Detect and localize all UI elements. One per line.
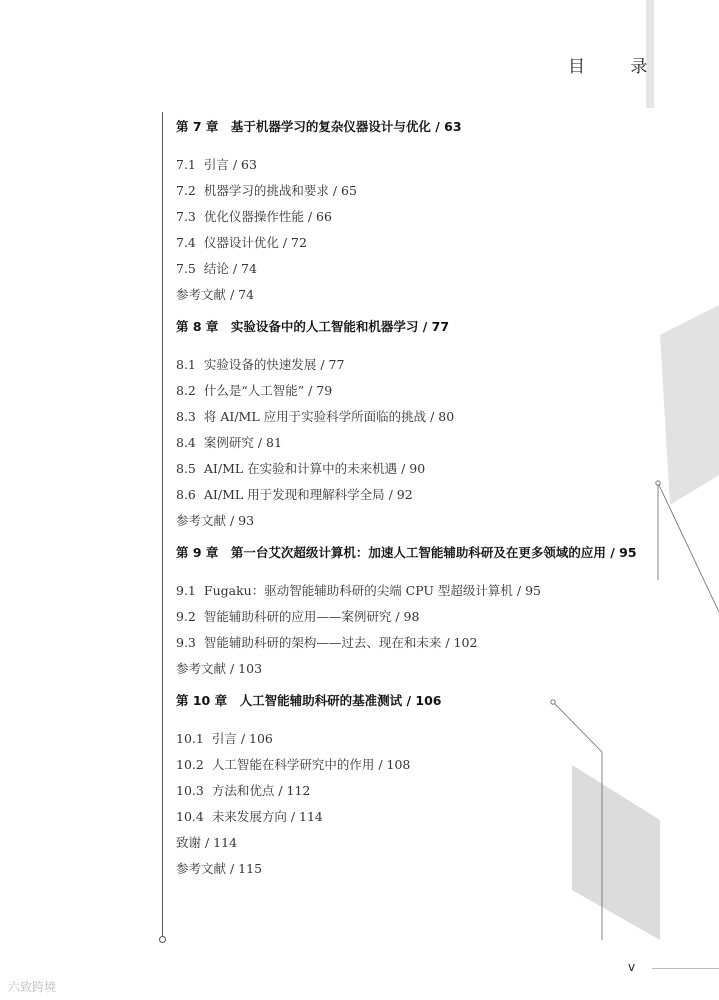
- section-number: 8.5: [176, 461, 196, 476]
- toc-entry[interactable]: [176, 804, 656, 830]
- section-number: 10.4: [176, 809, 204, 824]
- spacer: [176, 140, 656, 152]
- page-number: v: [628, 960, 636, 974]
- section-title: 优化仪器操作性能 / 66: [203, 209, 332, 224]
- toc-entry[interactable]: [176, 604, 656, 630]
- chapter-heading[interactable]: 第 7 章 基于机器学习的复杂仪器设计与优化 / 63: [176, 119, 462, 134]
- section-number: 7.4: [176, 235, 196, 250]
- toc-entry[interactable]: [176, 630, 656, 656]
- toc-entry-tail[interactable]: 参考文献 / 93: [176, 513, 255, 528]
- spacer: [176, 714, 656, 726]
- toc-entry[interactable]: [176, 230, 656, 256]
- section-title: 人工智能在科学研究中的作用 / 108: [211, 757, 411, 772]
- section-title: 未来发展方向 / 114: [211, 809, 323, 824]
- section-number: 9.3: [176, 635, 196, 650]
- section-number: 9.2: [176, 609, 196, 624]
- section-title: 引言 / 63: [203, 157, 257, 172]
- spacer: [176, 340, 656, 352]
- section-title: 实验设备的快速发展 / 77: [203, 357, 345, 372]
- toc-entry[interactable]: [176, 152, 656, 178]
- section-number: 8.4: [176, 435, 196, 450]
- toc-entry[interactable]: [176, 352, 656, 378]
- toc-entry[interactable]: [176, 752, 656, 778]
- section-title: 智能辅助科研的架构——过去、现在和未来 / 102: [203, 635, 478, 650]
- toc-entry[interactable]: [176, 204, 656, 230]
- chapter-heading[interactable]: 第 9 章 第一台艾次超级计算机：加速人工智能辅助科研及在更多领域的应用 / 95: [176, 545, 637, 560]
- watermark: 六致跨境: [8, 980, 57, 994]
- section-title: 将 AI/ML 应用于实验科学所面临的挑战 / 80: [203, 409, 455, 424]
- section-title: AI/ML 在实验和计算中的未来机遇 / 90: [203, 461, 426, 476]
- toc-entry-tail[interactable]: 参考文献 / 74: [176, 287, 255, 302]
- spacer: [176, 566, 656, 578]
- footer-rule: [652, 968, 719, 969]
- section-title: 方法和优点 / 112: [211, 783, 311, 798]
- toc-entry[interactable]: [176, 726, 656, 752]
- section-number: 10.2: [176, 757, 204, 772]
- section-title: 案例研究 / 81: [203, 435, 282, 450]
- toc-entry[interactable]: [176, 456, 656, 482]
- section-title: 引言 / 106: [211, 731, 273, 746]
- section-title: Fugaku：驱动智能辅助科研的尖端 CPU 型超级计算机 / 95: [203, 583, 541, 598]
- section-title: 结论 / 74: [203, 261, 257, 276]
- section-number: 8.6: [176, 487, 196, 502]
- section-number: 10.3: [176, 783, 204, 798]
- toc-entry[interactable]: [176, 378, 656, 404]
- page-title: 目 录: [568, 57, 668, 77]
- section-title: AI/ML 用于发现和理解科学全局 / 92: [203, 487, 413, 502]
- toc-entry[interactable]: [176, 256, 656, 282]
- left-rule-dot: [159, 936, 166, 943]
- section-title: 机器学习的挑战和要求 / 65: [203, 183, 357, 198]
- section-number: 7.1: [176, 157, 196, 172]
- section-number: 10.1: [176, 731, 204, 746]
- toc-entry[interactable]: [176, 778, 656, 804]
- section-title: 什么是“人工智能” / 79: [203, 383, 333, 398]
- section-title: 仪器设计优化 / 72: [203, 235, 307, 250]
- section-number: 8.2: [176, 383, 196, 398]
- chapter-heading[interactable]: 第 8 章 实验设备中的人工智能和机器学习 / 77: [176, 319, 450, 334]
- chapter-heading[interactable]: 第 10 章 人工智能辅助科研的基准测试 / 106: [176, 693, 442, 708]
- toc-entry-tail[interactable]: 参考文献 / 103: [176, 661, 263, 676]
- toc-entry[interactable]: [176, 430, 656, 456]
- dot-upper: [656, 481, 660, 485]
- section-number: 9.1: [176, 583, 196, 598]
- gray-triangle-upper: [660, 305, 719, 505]
- section-number: 7.3: [176, 209, 196, 224]
- toc-entry[interactable]: [176, 178, 656, 204]
- toc-entry-tail[interactable]: 致谢 / 114: [176, 835, 238, 850]
- toc-entry[interactable]: [176, 482, 656, 508]
- section-number: 8.1: [176, 357, 196, 372]
- toc-entry-tail[interactable]: 参考文献 / 115: [176, 861, 263, 876]
- section-number: 7.5: [176, 261, 196, 276]
- section-number: 8.3: [176, 409, 196, 424]
- toc-entry[interactable]: [176, 404, 656, 430]
- toc-entry[interactable]: [176, 578, 656, 604]
- left-rule: [162, 112, 163, 940]
- section-number: 7.2: [176, 183, 196, 198]
- table-of-contents: [176, 114, 656, 888]
- diagonal-line-upper: [658, 483, 719, 612]
- section-title: 智能辅助科研的应用——案例研究 / 98: [203, 609, 420, 624]
- spacer: [176, 882, 656, 888]
